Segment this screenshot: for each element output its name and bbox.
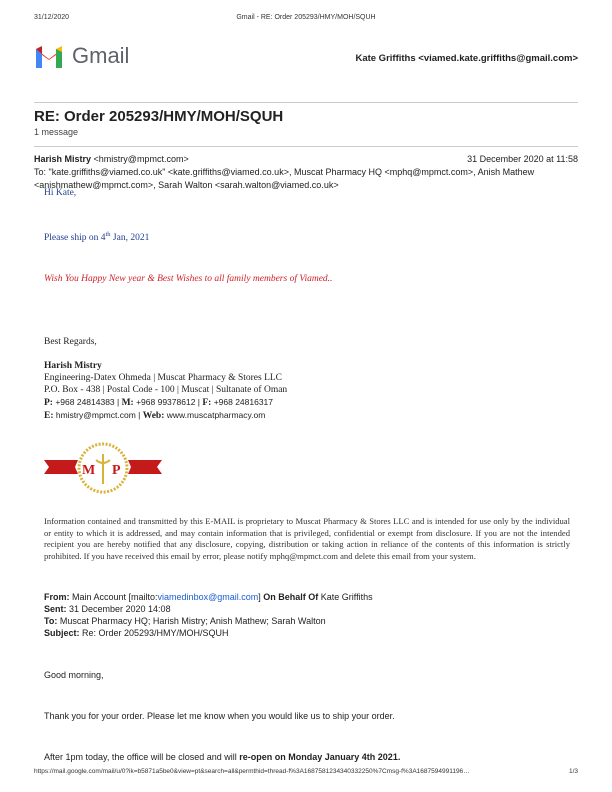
recipients-line: <anishmathew@mpmct.com>, Sarah Walton <sarah.walton@viamed.co.uk>	[34, 180, 339, 190]
new-year-wish: Wish You Happy New year & Best Wishes to all family members of Viamed..	[44, 274, 333, 284]
print-date: 31/12/2020	[34, 14, 70, 21]
account-label: Kate Griffiths <viamed.kate.griffiths@gmail.com>	[355, 53, 578, 64]
subject-label: Subject:	[44, 628, 80, 638]
good-morning: Good morning,	[44, 670, 104, 680]
sent-value: 31 December 2020 14:08	[66, 604, 171, 614]
signature-name: Harish Mistry	[44, 361, 102, 371]
fax-value: +968 24816317	[211, 397, 274, 407]
thread-subject: RE: Order 205293/HMY/MOH/SQUH	[34, 108, 284, 125]
office-reopen-text: re-open on Monday January 4th 2021.	[239, 752, 401, 762]
thanks-text: Thank you for your order. Please let me know when you would like us to ship your order.	[44, 711, 395, 721]
sent-label: Sent:	[44, 604, 67, 614]
phone-value: +968 24814383 |	[52, 397, 122, 407]
logo-letter-p: P	[112, 463, 121, 478]
signature	[44, 360, 287, 422]
sender	[34, 154, 189, 164]
mobile-label: M:	[121, 398, 134, 408]
web-label: Web:	[142, 411, 165, 421]
sender-name: Harish Mistry	[34, 154, 92, 164]
recipients	[34, 166, 534, 192]
recipients-line: To: "kate.griffiths@viamed.co.uk" <kate.griffiths@viamed.co.uk>, Muscat Pharmacy HQ <mphq@mpmct.com>, Anish Mathew	[34, 167, 535, 177]
to-label: To:	[44, 616, 58, 626]
message-count: 1 message	[34, 127, 79, 137]
divider	[34, 102, 578, 103]
logo-letter-m: M	[82, 463, 96, 478]
divider	[34, 146, 578, 147]
behalf-value: Kate Griffiths	[318, 592, 373, 602]
signature-contact	[44, 409, 287, 422]
muscat-pharmacy-logo	[44, 434, 162, 500]
office-closure	[44, 752, 400, 762]
regards: Best Regards,	[44, 337, 97, 347]
email-label: E:	[44, 411, 54, 421]
fax-label: F:	[202, 398, 212, 408]
email-value: hmistry@mpmct.com |	[53, 410, 143, 420]
sender-email: <hmistry@mpmct.com>	[93, 154, 189, 164]
from-value: Main Account [mailto:	[69, 592, 158, 602]
ship-text: Please ship on 4	[44, 233, 106, 244]
subject-value: Re: Order 205293/HMY/MOH/SQUH	[79, 628, 229, 638]
greeting: Hi Kate,	[44, 188, 77, 198]
gmail-logo-text: Gmail	[72, 43, 130, 68]
disclaimer: Information contained and transmitted by this E-MAIL is proprietary to Muscat Pharmacy & Stores LLC and is intended for use only by the individual or entity to which it is addressed, and may contain information that is privileged, confidential or exempt from disclosure. If you are not the intended recipient you are hereby notified that any disclosure, copying, distribution or taking action in reliance of the contents of this information is strictly prohibited. If you have received this email by error, please notify mphq@mpmct.com and delete this email from your system.	[44, 516, 570, 561]
to-value: Muscat Pharmacy HQ; Harish Mistry; Anish Mathew; Sarah Walton	[57, 616, 326, 626]
print-url: https://mail.google.com/mail/u/0?ik=b5871a5be0&view=pt&search=all&permthid=thread-f%3A1687581234340332250%7Cmsg-f%3A1687594991196…	[34, 768, 470, 775]
quoted-header	[44, 591, 373, 639]
print-title: Gmail - RE: Order 205293/HMY/MOH/SQUH	[236, 14, 376, 21]
signature-phones	[44, 396, 287, 409]
signature-line: Engineering-Datex Ohmeda | Muscat Pharmacy & Stores LLC	[44, 373, 283, 383]
ship-rest: Jan, 2021	[110, 233, 150, 244]
mobile-value: +968 99378612 |	[133, 397, 203, 407]
page-number: 1/3	[568, 768, 578, 775]
ship-date-text	[44, 231, 149, 243]
message-date: 31 December 2020 at 11:58	[467, 154, 578, 164]
phone-label: P:	[44, 398, 53, 408]
signature-line: P.O. Box - 438 | Postal Code - 100 | Muscat | Sultanate of Oman	[44, 385, 288, 395]
mailto-link[interactable]: viamedinbox@gmail.com	[157, 592, 259, 602]
office-closure-text: After 1pm today, the office will be closed and will	[44, 752, 240, 762]
gmail-logo-icon	[34, 44, 64, 68]
ship-sup: th	[105, 231, 111, 238]
from-close: ]	[258, 592, 261, 602]
behalf-label: On Behalf Of	[260, 592, 319, 602]
web-value: www.muscatpharmacy.om	[164, 410, 266, 420]
from-label: From:	[44, 592, 70, 602]
